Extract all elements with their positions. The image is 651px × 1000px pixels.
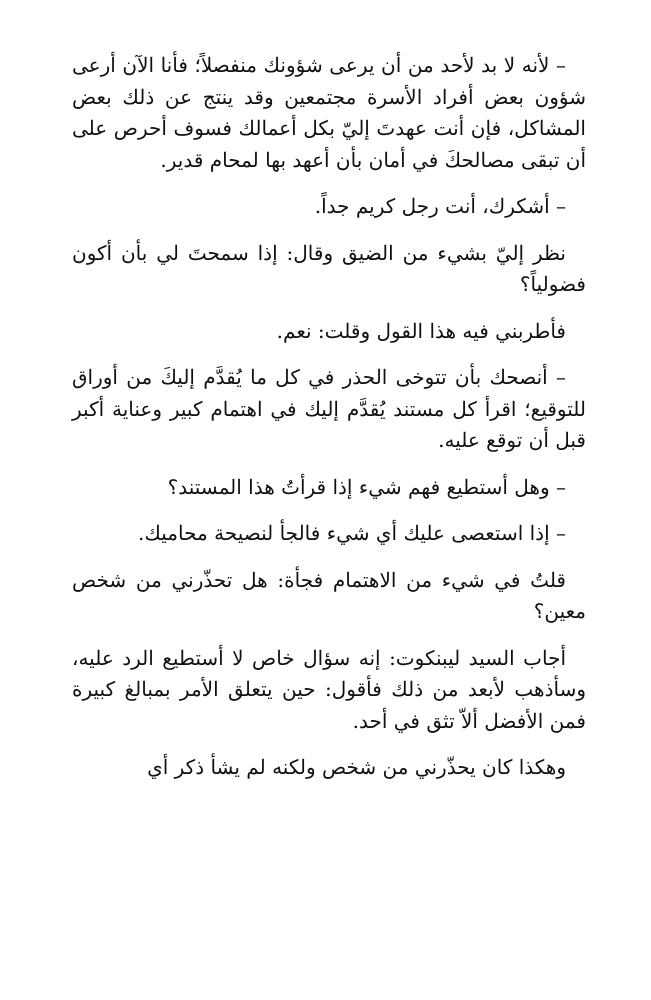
paragraph: نظر إليّ بشيء من الضيق وقال: إذا سمحتَ لي بأن أكون فضولياً؟ [72,240,586,296]
paragraph: قلتُ في شيء من الاهتمام فجأة: هل تحذّرني من شخص معين؟ [72,567,586,623]
paragraph: – أنصحك بأن تتوخى الحذر في كل ما يُقدَّم إليكَ من أوراق للتوقيع؛ اقرأ كل مستند يُقدَّم إليك في اهتمام كبير وعناية أكبر قبل أن توقع عليه. [72,365,586,452]
paragraph: وهكذا كان يحذّرني من شخص ولكنه لم يشأ ذكر أي [147,755,566,779]
paragraph: – إذا استعصى عليك أي شيء فالجأ لنصيحة محاميك. [138,521,566,545]
paragraph: – لأنه لا بد لأحد من أن يرعى شؤونك منفصلاً؛ فأنا الآن أرعى شؤون بعض أفراد الأسرة مجتمعين وقد ينتج عن ذلك بعض المشاكل، فإن أنت عهدتَ إليّ بكل أعمالك فسوف أحرص على أن تبقى مصالحكَ في أمان بأن أعهد بها لمحام قدير. [72,53,586,172]
book-page-text [72,50,586,799]
paragraph: – أشكرك، أنت رجل كريم جداً. [314,194,566,218]
paragraph: أجاب السيد ليبنكوت: إنه سؤال خاص لا أستطيع الرد عليه، وسأذهب لأبعد من ذلك فأقول: حين يتعلق الأمر بمبالغ كبيرة فمن الأفضل ألاّ تثق في أحد. [72,645,586,733]
paragraph: – وهل أستطيع فهم شيء إذا قرأتُ هذا المستند؟ [167,474,566,499]
paragraph: فأطربني فيه هذا القول وقلت: نعم. [276,318,566,343]
